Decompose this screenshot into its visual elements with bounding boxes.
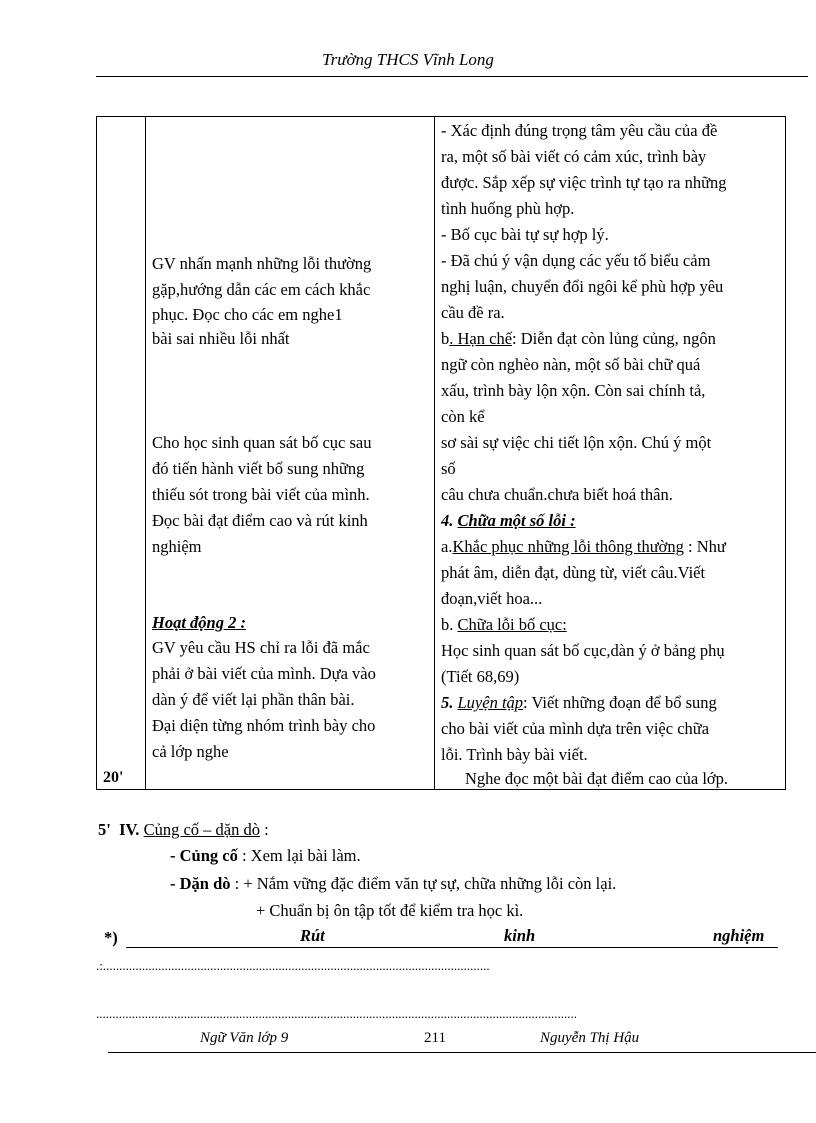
activity-2-heading: Hoạt động 2 : <box>152 613 246 632</box>
content-line: - Xác định đúng trọng tâm yêu cầu của đề <box>441 121 718 140</box>
teacher-line: thiếu sót trong bài viết của mình. <box>152 485 370 504</box>
content-line: - Bố cục bài tự sự hợp lý. <box>441 225 609 244</box>
experience-word-3: nghiệm <box>713 926 765 945</box>
teacher-line: phục. Đọc cho các em nghe1 <box>152 305 343 324</box>
content-line: số <box>441 459 456 478</box>
experience-marker: *) <box>104 928 118 947</box>
content-line: còn kể <box>441 407 485 426</box>
layout-errors-heading: Chữa lỗi bố cục: <box>457 615 567 634</box>
lesson-content-cell <box>435 117 786 790</box>
content-line: Học sinh quan sát bố cục,dàn ý ở bảng phụ <box>441 641 725 660</box>
layout-errors-line: b. Chữa lỗi bố cục: <box>441 615 567 634</box>
time-value: 20' <box>103 769 124 786</box>
content-line: phát âm, diễn đạt, dùng từ, viết câu.Viết <box>441 563 706 582</box>
teacher-line: đó tiến hành viết bổ sung những <box>152 459 365 478</box>
teacher-line: Đọc bài đạt điểm cao và rút kinh <box>152 511 368 530</box>
content-line: ra, một số bài viết có cảm xúc, trình bày <box>441 147 707 166</box>
content-line: đoạn,viết hoa... <box>441 589 543 608</box>
notes-dots-1: .:....................................................................................................................... <box>96 958 490 973</box>
teacher-line: Cho học sinh quan sát bố cục sau <box>152 433 372 452</box>
notes-dots-2: .................................................................................................................................................... <box>96 1006 577 1021</box>
content-line: (Tiết 68,69) <box>441 667 520 686</box>
page-number: 211 <box>424 1030 446 1046</box>
content-line: được. Sắp xếp sự việc trình tự tạo ra những <box>441 173 727 192</box>
lesson-table <box>96 116 786 790</box>
table-row <box>97 117 786 790</box>
content-line: xấu, trình bày lộn xộn. Còn sai chính tả, <box>441 381 706 400</box>
school-title: Trường THCS Vĩnh Long <box>322 50 494 69</box>
experience-underline <box>126 947 778 948</box>
homework-item: - Dặn dò : + Nắm vững đặc điểm văn tự sự, chữa những lỗi còn lại. <box>170 874 617 893</box>
teacher-line: phải ở bài viết của mình. Dựa vào <box>152 664 376 683</box>
teacher-name: Nguyễn Thị Hậu <box>540 1030 640 1046</box>
teacher-line: bài sai nhiều lỗi nhất <box>152 329 290 348</box>
limitations-heading: . Hạn chế <box>449 329 513 348</box>
common-errors-line: a.Khắc phục những lỗi thông thường : Như <box>441 537 726 556</box>
content-line: câu chưa chuẩn.chưa biết hoá thân. <box>441 485 673 504</box>
content-line: Nghe đọc một bài đạt điểm cao của lớp. <box>465 769 729 788</box>
common-errors-heading: Khắc phục những lỗi thông thường <box>452 537 684 556</box>
practice-line: 5. Luyện tập: Viết những đoạn để bổ sung <box>441 693 717 712</box>
teacher-activity-cell <box>146 117 435 790</box>
limitations-line: b. Hạn chế: Diễn đạt còn lủng củng, ngôn <box>441 329 716 348</box>
practice-heading: Luyện tập <box>457 693 524 712</box>
teacher-line: GV nhấn mạnh những lỗi thường <box>152 254 372 273</box>
experience-word-2: kinh <box>504 926 536 945</box>
footer-divider <box>108 1052 816 1053</box>
content-line: - Đã chú ý vận dụng các yếu tố biểu cảm <box>441 251 711 270</box>
content-line: nghị luận, chuyển đổi ngôi kể phù hợp yêu <box>441 277 724 296</box>
time-cell <box>97 117 146 790</box>
teacher-line: cả lớp nghe <box>152 742 229 761</box>
teacher-line: GV yêu cầu HS chỉ ra lỗi đã mắc <box>152 638 370 657</box>
content-line: tình huống phù hợp. <box>441 199 575 218</box>
subject-label: Ngữ Văn lớp 9 <box>200 1030 289 1046</box>
content-line: lỗi. Trình bày bài viết. <box>441 745 588 764</box>
teacher-line: gặp,hướng dẫn các em cách khắc <box>152 280 371 299</box>
experience-word-1: Rút <box>300 926 325 945</box>
teacher-line: nghiệm <box>152 537 202 556</box>
prepare-item: + Chuẩn bị ôn tập tốt để kiểm tra học kì. <box>256 901 524 920</box>
content-line: cho bài viết của mình dựa trên việc chữa <box>441 719 710 738</box>
section-4-heading: 4. Chữa một số lỗi : <box>441 511 576 530</box>
content-line: cầu đề ra. <box>441 303 505 322</box>
teacher-line: Đại diện từng nhóm trình bày cho <box>152 716 376 735</box>
teacher-line: dàn ý để viết lại phần thân bài. <box>152 690 355 709</box>
content-line: sơ sài sự việc chi tiết lộn xộn. Chú ý một <box>441 433 712 452</box>
header-divider <box>96 76 808 77</box>
review-item: - Củng cố : Xem lại bài làm. <box>170 846 361 865</box>
summary-heading: 5' IV. Củng cố – dặn dò : <box>98 820 269 839</box>
content-line: ngữ còn nghèo nàn, một số bài chữ quá <box>441 355 701 374</box>
